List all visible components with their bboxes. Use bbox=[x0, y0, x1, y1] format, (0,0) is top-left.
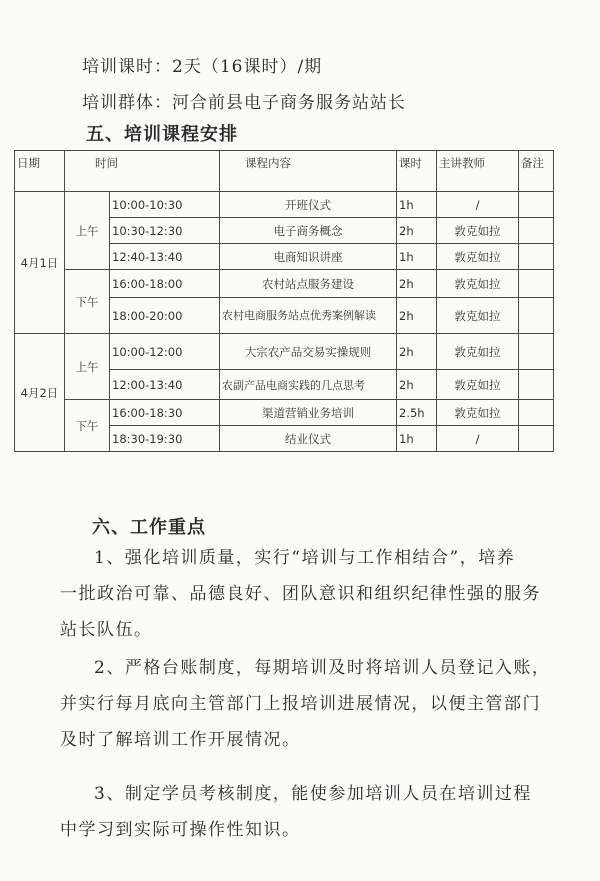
teacher-cell: 敦克如拉 bbox=[437, 334, 519, 370]
time-cell: 16:00-18:00 bbox=[110, 270, 220, 298]
training-hours-value: 2天（16课时）/期 bbox=[172, 57, 323, 77]
hours-cell: 2.5h bbox=[397, 400, 437, 426]
remark-cell bbox=[519, 400, 554, 426]
training-target-label: 培训群体： bbox=[82, 93, 172, 113]
section-six-title: 六、工作重点 bbox=[92, 517, 206, 538]
hours-cell: 2h bbox=[397, 270, 437, 298]
content-cell: 结业仪式 bbox=[220, 426, 397, 452]
remark-cell bbox=[519, 334, 554, 370]
hours-cell: 2h bbox=[397, 334, 437, 370]
teacher-cell: 敦克如拉 bbox=[437, 270, 519, 298]
work-point-paragraph-2 bbox=[60, 650, 560, 758]
content-cell: 渠道营销业务培训 bbox=[220, 400, 397, 426]
time-cell: 12:00-13:40 bbox=[110, 370, 220, 400]
time-cell: 10:00-12:00 bbox=[110, 334, 220, 370]
table-row bbox=[15, 270, 554, 298]
date-cell-day1: 4月1日 bbox=[15, 192, 65, 334]
header-content: 课程内容 bbox=[220, 151, 397, 192]
table-header-row bbox=[15, 151, 554, 192]
content-cell: 开班仪式 bbox=[220, 192, 397, 218]
hours-cell: 1h bbox=[397, 244, 437, 270]
paragraph-line: 1、强化培训质量，实行“培训与工作相结合”，培养 bbox=[94, 548, 516, 568]
hours-cell: 1h bbox=[397, 192, 437, 218]
header-date: 日期 bbox=[15, 151, 65, 192]
table-row bbox=[15, 192, 554, 218]
paragraph-line: 3、制定学员考核制度，能使参加培训人员在培训过程 bbox=[94, 784, 532, 804]
time-cell: 10:30-12:30 bbox=[110, 218, 220, 244]
training-hours-label: 培训课时： bbox=[82, 57, 172, 77]
remark-cell bbox=[519, 298, 554, 334]
header-time: 时间 bbox=[65, 151, 220, 192]
section-five-title: 五、培训课程安排 bbox=[86, 124, 238, 145]
teacher-cell: 敦克如拉 bbox=[437, 298, 519, 334]
table-row bbox=[15, 400, 554, 426]
remark-cell bbox=[519, 426, 554, 452]
time-cell: 16:00-18:30 bbox=[110, 400, 220, 426]
training-hours-line bbox=[82, 52, 322, 77]
hours-cell: 2h bbox=[397, 370, 437, 400]
teacher-cell: 敦克如拉 bbox=[437, 244, 519, 270]
remark-cell bbox=[519, 370, 554, 400]
content-cell: 农副产品电商实践的几点思考 bbox=[220, 370, 397, 400]
time-cell: 10:00-10:30 bbox=[110, 192, 220, 218]
paragraph-line: 2、严格台账制度，每期培训及时将培训人员登记入账， bbox=[94, 658, 551, 678]
header-teacher: 主讲教师 bbox=[437, 151, 519, 192]
hours-cell: 1h bbox=[397, 426, 437, 452]
content-cell: 电子商务概念 bbox=[220, 218, 397, 244]
time-cell: 18:30-19:30 bbox=[110, 426, 220, 452]
paragraph-line: 及时了解培训工作开展情况。 bbox=[60, 730, 301, 750]
content-cell: 农村电商服务站点优秀案例解读 bbox=[220, 298, 397, 334]
hours-cell: 2h bbox=[397, 298, 437, 334]
table-row bbox=[15, 334, 554, 370]
time-cell: 12:40-13:40 bbox=[110, 244, 220, 270]
header-remark: 备注 bbox=[519, 151, 554, 192]
teacher-cell: 敦克如拉 bbox=[437, 370, 519, 400]
header-hours: 课时 bbox=[397, 151, 437, 192]
hours-cell: 2h bbox=[397, 218, 437, 244]
period-cell-day2-am: 上午 bbox=[65, 334, 110, 400]
date-cell-day2: 4月2日 bbox=[15, 334, 65, 452]
work-point-paragraph-3 bbox=[60, 776, 560, 848]
remark-cell bbox=[519, 218, 554, 244]
work-point-paragraph-1 bbox=[60, 540, 560, 648]
teacher-cell: / bbox=[437, 192, 519, 218]
paragraph-line: 站长队伍。 bbox=[60, 620, 153, 640]
remark-cell bbox=[519, 270, 554, 298]
content-cell: 电商知识讲座 bbox=[220, 244, 397, 270]
training-target-line bbox=[82, 88, 406, 113]
period-cell-day2-pm: 下午 bbox=[65, 400, 110, 452]
remark-cell bbox=[519, 244, 554, 270]
teacher-cell: 敦克如拉 bbox=[437, 218, 519, 244]
period-cell-day1-am: 上午 bbox=[65, 192, 110, 270]
teacher-cell: / bbox=[437, 426, 519, 452]
paragraph-line: 一批政治可靠、品德良好、团队意识和组织纪律性强的服务 bbox=[60, 584, 541, 604]
time-cell: 18:00-20:00 bbox=[110, 298, 220, 334]
period-cell-day1-pm: 下午 bbox=[65, 270, 110, 334]
content-cell: 大宗农产品交易实操规则 bbox=[220, 334, 397, 370]
training-target-value: 河合前县电子商务服务站站长 bbox=[172, 93, 406, 113]
teacher-cell: 敦克如拉 bbox=[437, 400, 519, 426]
remark-cell bbox=[519, 192, 554, 218]
paragraph-line: 中学习到实际可操作性知识。 bbox=[60, 820, 301, 840]
paragraph-line: 并实行每月底向主管部门上报培训进展情况，以便主管部门 bbox=[60, 694, 541, 714]
course-schedule-table bbox=[14, 150, 554, 452]
content-cell: 农村站点服务建设 bbox=[220, 270, 397, 298]
